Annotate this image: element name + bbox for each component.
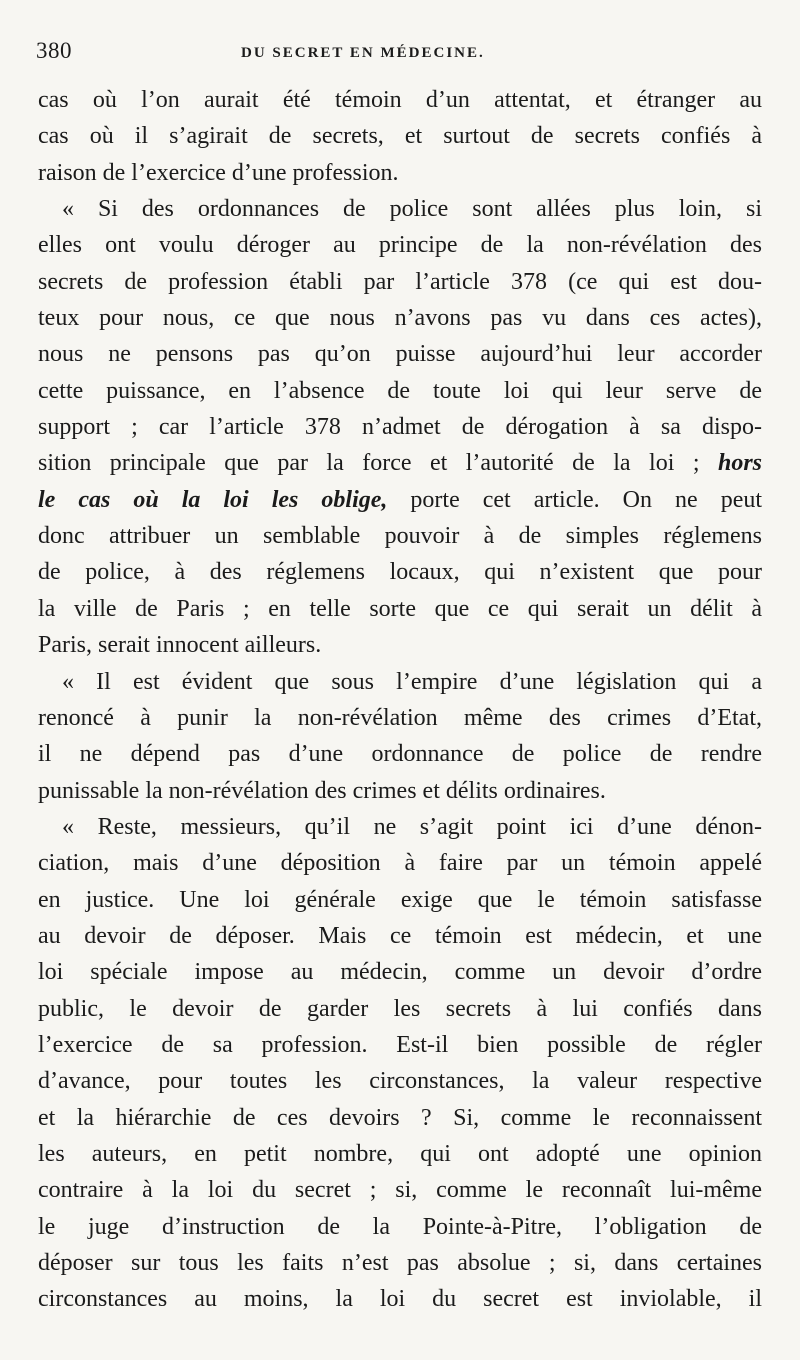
text-line: en justice. Une loi générale exige que le témoin satisfasse [38, 886, 762, 913]
text-line: support ; car l’article 378 n’admet de dérogation à sa dispo- [38, 414, 762, 441]
text-line: raison de l’exercice d’une profession. [38, 159, 399, 186]
text-line: public, le devoir de garder les secrets à lui confiés dans [38, 995, 762, 1022]
text-line: « Reste, messieurs, qu’il ne s’agit point ici d’une dénon- [62, 813, 762, 840]
text-line: déposer sur tous les faits n’est pas absolue ; si, dans certaines [38, 1250, 762, 1276]
text-line: donc attribuer un semblable pouvoir à de simples réglemens [38, 523, 762, 550]
text-line: renoncé à punir la non-révélation même des crimes d’Etat, [38, 704, 762, 731]
page-header [36, 38, 760, 68]
running-title: DU SECRET EN MÉDECINE. [241, 45, 485, 61]
text-line: teux pour nous, ce que nous n’avons pas vu dans ces actes), [38, 305, 762, 332]
text-line: d’avance, pour toutes les circonstances, la valeur respective [38, 1068, 762, 1095]
text-line: il ne dépend pas d’une ordonnance de police de rendre [38, 741, 762, 768]
italic-quote: le cas où la loi les oblige, [38, 486, 388, 513]
text-line: le cas où la loi les oblige, porte cet article. On ne peut [38, 486, 763, 513]
italic-quote: hors [717, 450, 763, 477]
text-line: ciation, mais d’une déposition à faire par un témoin appelé [38, 850, 762, 877]
text-line: cette puissance, en l’absence de toute loi qui leur serve de [38, 377, 762, 404]
text-line: les auteurs, en petit nombre, qui ont adopté une opinion [38, 1140, 762, 1167]
text-line: Paris, serait innocent ailleurs. [38, 632, 322, 659]
text-line: contraire à la loi du secret ; si, comme le reconnaît lui-même [38, 1177, 762, 1204]
text-line: « Si des ordonnances de police sont allées plus loin, si [62, 196, 762, 223]
text-line: l’exercice de sa profession. Est-il bien possible de régler [38, 1031, 762, 1058]
text-line: nous ne pensons pas qu’on puisse aujourd’hui leur accorder [38, 341, 762, 368]
text-line: le juge d’instruction de la Pointe-à-Pitre, l’obligation de [38, 1213, 762, 1240]
text-line: la ville de Paris ; en telle sorte que ce qui serait un délit à [38, 595, 762, 622]
text-line: elles ont voulu déroger au principe de la non-révélation des [38, 232, 762, 259]
page-number: 380 [36, 38, 72, 63]
text-line: loi spéciale impose au médecin, comme un devoir d’ordre [38, 959, 762, 986]
text-line: au devoir de déposer. Mais ce témoin est médecin, et une [38, 922, 762, 949]
text-line: cas où l’on aurait été témoin d’un attentat, et étranger au [38, 87, 762, 113]
text-line: « Il est évident que sous l’empire d’une législation qui a [62, 668, 762, 695]
text-line: circonstances au moins, la loi du secret est inviolable, il [38, 1286, 762, 1313]
text-line: cas où il s’agirait de secrets, et surtout de secrets confiés à [38, 123, 762, 150]
text-line: secrets de profession établi par l’article 378 (ce qui est dou- [38, 268, 762, 295]
text-line: sition principale que par la force et l’autorité de la loi ; hors [38, 450, 763, 477]
text-line: et la hiérarchie de ces devoirs ? Si, comme le reconnaissent [38, 1104, 762, 1131]
text-line: de police, à des réglemens locaux, qui n’existent que pour [38, 559, 762, 586]
text-line: punissable la non-révélation des crimes et délits ordinaires. [38, 777, 606, 804]
body-text [38, 82, 762, 1318]
